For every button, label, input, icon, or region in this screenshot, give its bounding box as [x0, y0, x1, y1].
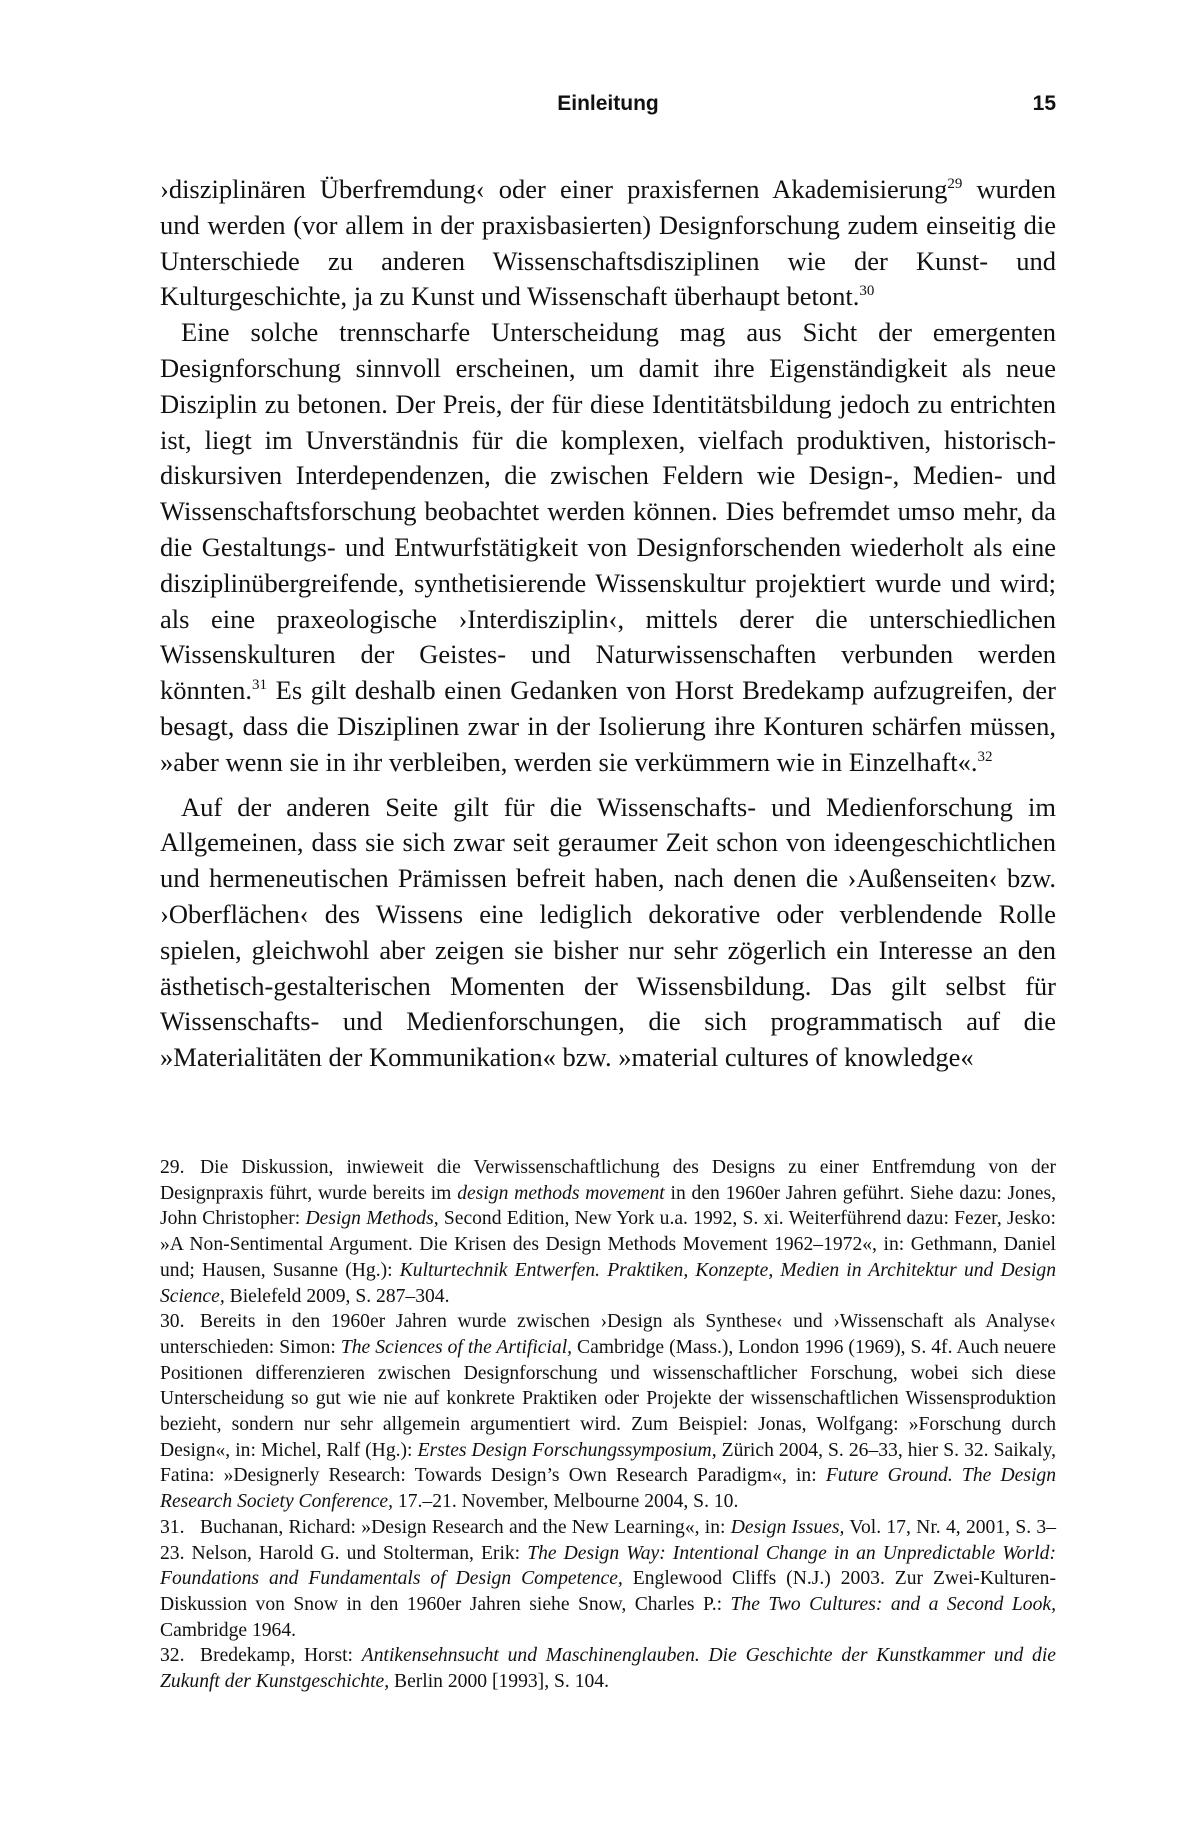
- paragraph: [160, 172, 1056, 315]
- footnote-text: Zürich 2004, S. 26–33, hier S. 32. Saikaly, Fatina: »Designerly Research: Towards Design’s Own Research Paradigm«, in:: [160, 1439, 1057, 1487]
- footnote-ref: 32: [977, 748, 993, 765]
- paragraph: [160, 315, 1056, 780]
- footnote-text: in den 1960er Jahren geführt. Siehe dazu: Jones, John Christopher:: [160, 1182, 1056, 1230]
- footnote-text: Second Edition, New York u.a. 1992, S. xi. Weiterführend dazu: Fezer, Jesko: »A Non-Sentimental Argument. Die Krisen des Design Methods Movement 1962–1972«, in: Gethmann, Daniel und; Hausen, Susanne (Hg.):: [160, 1208, 1056, 1281]
- footnote-text: Englewood Cliffs (N.J.) 2003. Zur Zwei-Kulturen-Diskussion von Snow in den 1960er Jahren siehe Snow, Charles P.:: [160, 1568, 1056, 1615]
- footnote-number: 32.: [160, 1645, 185, 1667]
- footnote-title: Future Ground. The Design Research Society Conference,: [160, 1465, 1056, 1513]
- footnote-text: Cambridge 1964.: [160, 1619, 297, 1641]
- footnote-ref: 30: [859, 283, 875, 300]
- paragraph-text: wurden und werden (vor allem in der praxisbasierten) Designforschung zudem einseitig die Unterschiede zu anderen Wissenschaftsdisziplinen wie der Kunst- und Kulturgeschichte, ja zu Kunst und Wissenschaft überhaupt betont.: [160, 174, 1056, 312]
- footnote-text: Berlin 2000 [1993], S. 104.: [389, 1671, 609, 1693]
- footnote-title: Kulturtechnik Entwerfen. Praktiken, Konzepte, Medien in Architektur und Design Science,: [160, 1259, 1056, 1307]
- footnote-title: Erstes Design Forschungssymposium,: [417, 1439, 717, 1461]
- body-text: [160, 172, 1056, 1076]
- paragraph-text: Es gilt deshalb einen Gedanken von Horst Bredekamp aufzugreifen, der besagt, dass die Disziplinen zwar in der Isolierung ihre Konturen schärfen müssen, »aber wenn sie in ihr verbleiben, werden sie verkümmern wie in Einzelhaft«.: [160, 675, 1056, 777]
- footnote-text: Die Diskussion, inwieweit die Verwissenschaftlichung des Designs zu einer Entfremdung von der Designpraxis führt, wurde bereits im: [160, 1157, 1056, 1204]
- footnote-number: 31.: [160, 1516, 185, 1538]
- footnote-text: Bredekamp, Horst:: [200, 1645, 362, 1667]
- footnote-title: The Two Cultures: and a Second Look,: [730, 1593, 1056, 1615]
- footnote-text: Buchanan, Richard: »Design Research and the New Learning«, in:: [200, 1516, 731, 1538]
- running-head-title: Einleitung: [557, 92, 659, 115]
- footnote-title: Antikensehnsucht und Maschinenglauben. Die Geschichte der Kunstkammer und die Zukunft der Kunstgeschichte,: [160, 1645, 1056, 1693]
- paragraph-text: ›disziplinären Überfremdung‹ oder einer praxisfernen Akademisierung: [160, 174, 948, 204]
- footnote-text: 17.–21. November, Melbourne 2004, S. 10.: [393, 1491, 739, 1513]
- paragraph: [160, 790, 1056, 1076]
- footnote: [160, 1309, 1056, 1515]
- footnote-text: Cambridge (Mass.), London 1996 (1969), S. 4f. Auch neuere Positionen differenzieren zwischen Designforschung und wissenschaftlicher Forschung, wobei sich diese Unterscheidung so gut wie nie auf konkrete Praktiken oder Projekte der wissenschaftlichen Wissensproduktion bezieht, sondern nur sehr allgemein argumentiert wird. Zum Beispiel: Jonas, Wolfgang: »Forschung durch Design«, in: Michel, Ralf (Hg.):: [160, 1336, 1056, 1461]
- footnote-title: Design Methods,: [305, 1208, 439, 1230]
- footnotes: [160, 1155, 1056, 1695]
- page-number: 15: [1032, 92, 1056, 115]
- footnote-title: design methods movement: [457, 1182, 665, 1204]
- footnote-ref: 29: [947, 176, 963, 193]
- footnote: [160, 1643, 1056, 1694]
- footnote-text: Bereits in den 1960er Jahren wurde zwischen ›Design als Synthese‹ und ›Wissenschaft als Analyse‹ unterschieden: Simon:: [160, 1311, 1056, 1358]
- footnote-title: The Design Way: Intentional Change in an Unpredictable World: Foundations and Fundamentals of Design Competence,: [160, 1542, 1056, 1590]
- footnote-number: 30.: [160, 1311, 185, 1333]
- footnote: [160, 1155, 1056, 1309]
- running-header: [160, 92, 1056, 122]
- footnote-number: 29.: [160, 1157, 185, 1178]
- paragraph-text: Auf der anderen Seite gilt für die Wissenschafts- und Medienforschung im Allgemeinen, dass sie sich zwar seit geraumer Zeit schon von ideengeschichtlichen und hermeneutischen Prämissen befreit haben, nach denen die ›Außenseiten‹ bzw. ›Oberflächen‹ des Wissens eine lediglich dekorative oder verblendende Rolle spielen, gleichwohl aber zeigen sie bisher nur sehr zögerlich ein Interesse an den ästhetisch-gestalterischen Momenten der Wissensbildung. Das gilt selbst für Wissenschafts- und Medienforschungen, die sich programmatisch auf die »Materialitäten der Kommunikation« bzw. »material cultures of knowledge«: [160, 791, 1056, 1073]
- footnote-ref: 31: [252, 677, 267, 694]
- footnote-title: The Sciences of the Artificial,: [340, 1336, 573, 1358]
- footnote-text: Bielefeld 2009, S. 287–304.: [224, 1285, 450, 1307]
- footnote: [160, 1515, 1056, 1644]
- footnote-text: Vol. 17, Nr. 4, 2001, S. 3–23. Nelson, Harold G. und Stolterman, Erik:: [160, 1516, 1057, 1564]
- paragraph-text: Eine solche trennscharfe Unterscheidung mag aus Sicht der emergenten Designforschung sinnvoll erscheinen, um damit ihre Eigenständigkeit als neue Disziplin zu betonen. Der Preis, der für diese Identitätsbildung jedoch zu entrichten ist, liegt im Unverständnis für die komplexen, vielfach produktiven, historisch-diskursiven Interdependenzen, die zwischen Feldern wie Design-, Medien- und Wissenschaftsforschung beobachtet werden können. Dies befremdet umso mehr, da die Gestaltungs- und Entwurfstätigkeit von Designforschenden wiederholt als eine disziplinübergreifende, synthetisierende Wissenskultur projektiert wurde und wird; als eine praxeologische ›Interdisziplin‹, mittels derer die unterschiedlichen Wissenskulturen der Geistes- und Naturwissenschaften verbunden werden könnten.: [160, 317, 1056, 706]
- footnote-title: Design Issues,: [730, 1516, 845, 1538]
